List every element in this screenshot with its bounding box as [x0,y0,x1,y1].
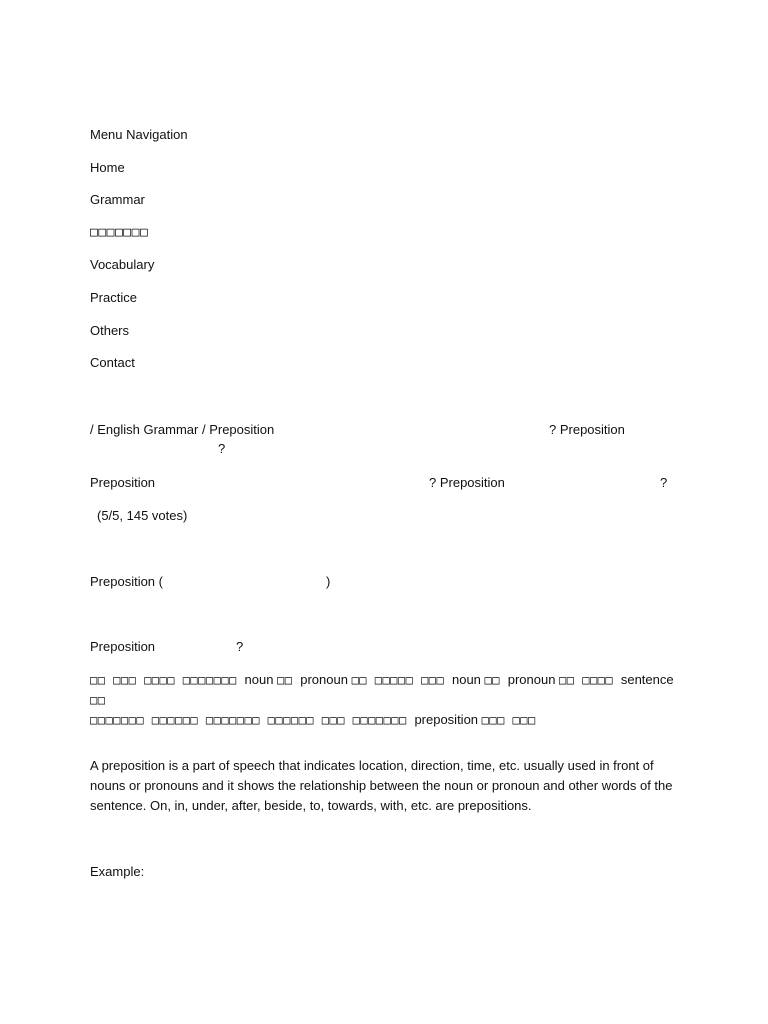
hindi-paragraph-line-2 [90,710,690,730]
nav-item-grammar[interactable]: Grammar [90,192,145,207]
nav-item-contact[interactable]: Contact [90,355,135,370]
section-heading-close: ) [326,574,331,589]
hindi-line1-segment: sentence [620,672,674,687]
section-heading-open: Preposition ( [90,574,163,589]
hindi-definition-paragraph [90,670,690,730]
hindi-line1-segment: pronoun [300,672,352,687]
title-question-preposition: ? Preposition [429,475,505,490]
hindi-line2-segment: □□□ □□□ [481,713,536,727]
menu-navigation-heading: Menu Navigation [90,127,188,142]
breadcrumb-question-mark: ? [218,441,226,456]
hindi-line1-segment: pronoun [507,672,560,687]
hindi-line2-segment: □□□□□□□ □□□□□□ □□□□□□□ □□□□□□ □□□ □□□□□□□ [90,713,415,727]
hindi-line1-segment: noun [451,672,485,687]
breadcrumb[interactable]: / English Grammar / Preposition [90,422,275,437]
breadcrumb-question-preposition: ? Preposition [549,422,625,437]
nav-item-others[interactable]: Others [90,323,130,338]
hindi-line1-segment: □□ [484,673,508,687]
nav-item-vocabulary[interactable]: Vocabulary [90,257,155,272]
hindi-line1-segment: □□ □□□□ [559,673,621,687]
nav-item-practice[interactable]: Practice [90,290,137,305]
definition-heading: Preposition [90,639,156,654]
nav-item-hindi[interactable]: □□□□□□□ [90,225,149,240]
definition-question-mark: ? [236,639,244,654]
hindi-paragraph-line-1 [90,670,690,710]
hindi-line1-segment: □□ □□□ □□□□ □□□□□□□ [90,673,245,687]
hindi-line1-segment: □□ [90,693,106,707]
hindi-line1-segment: □□ [277,673,301,687]
title-question-mark: ? [660,475,668,490]
hindi-line1-segment: □□ □□□□□ □□□ [351,673,452,687]
example-label: Example: [90,864,145,879]
rating-text: (5/5, 145 votes) [97,508,188,523]
nav-item-home[interactable]: Home [90,160,125,175]
hindi-line2-segment: preposition [414,712,482,727]
hindi-line1-segment: noun [244,672,278,687]
title-preposition: Preposition [90,475,156,490]
english-definition-paragraph: A preposition is a part of speech that indicates location, direction, time, etc. usually used in front of nouns or pronouns and it shows the relationship between the noun or pronoun and other words of the sentence. On, in, under, after, beside, to, towards, with, etc. are prepositions. [90,758,673,813]
